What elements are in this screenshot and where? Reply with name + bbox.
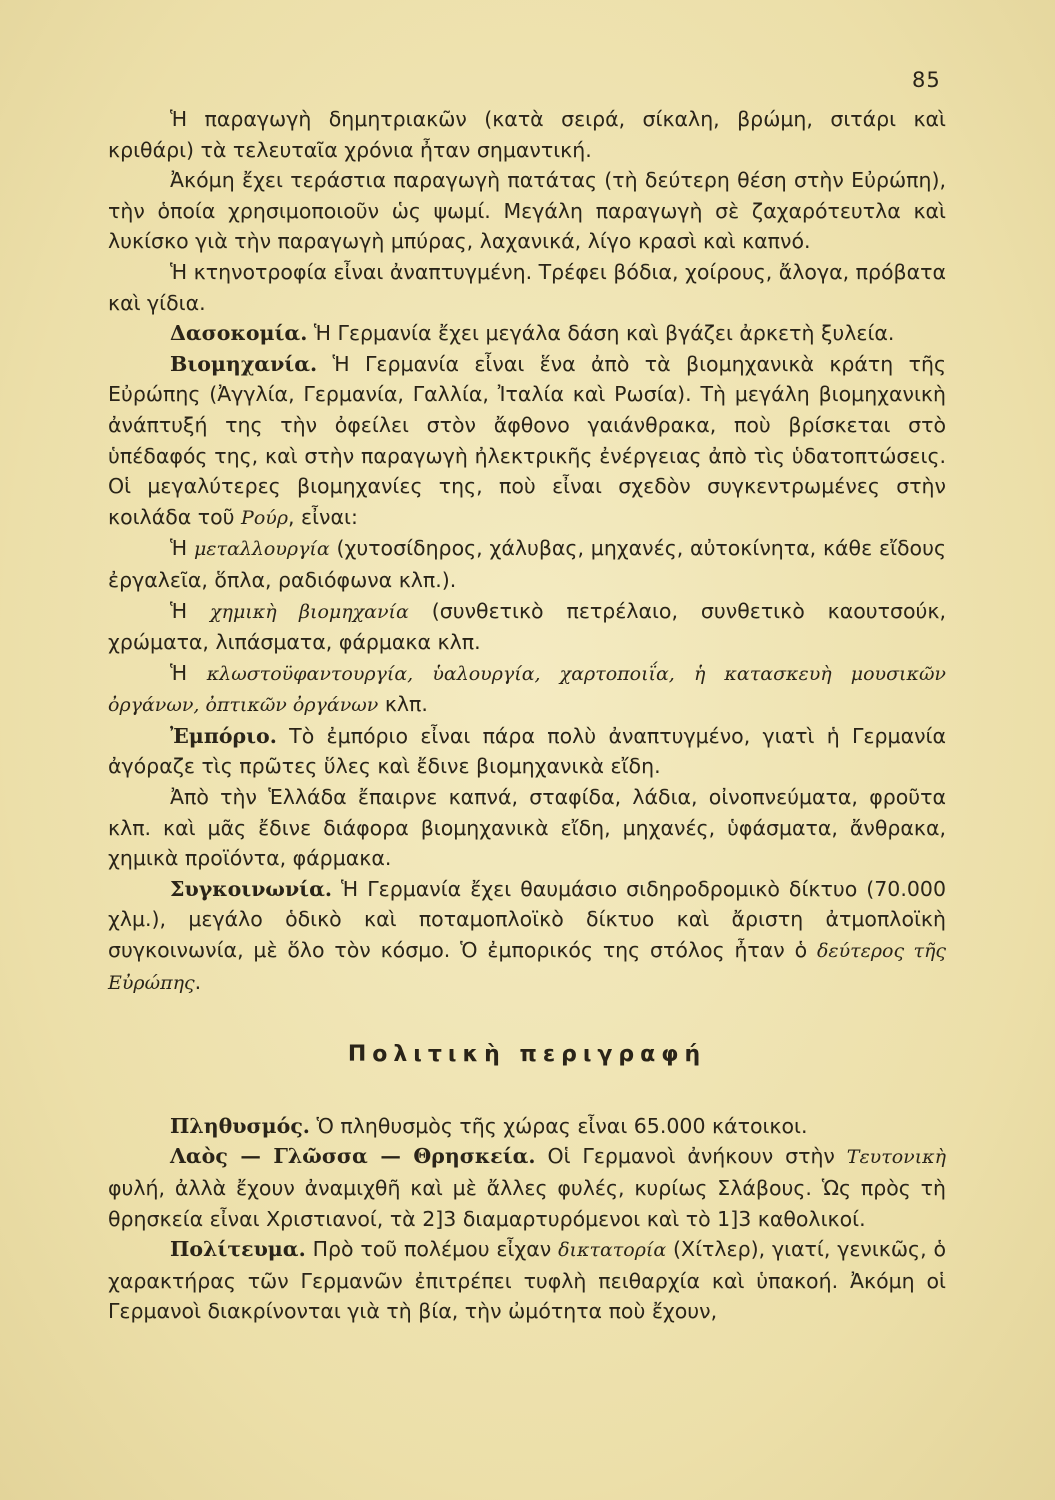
paragraph	[108, 257, 946, 318]
italic-text: δικτατορία	[558, 1239, 667, 1262]
paragraph	[108, 874, 946, 998]
paragraph	[108, 658, 946, 721]
text-run: Ἡ	[170, 536, 194, 561]
italic-text: Ρούρ	[241, 506, 288, 529]
text-run: (χυτοσίδηρος, χάλυβας, μηχανές, αὐτοκίνητα, κάθε εἴδους ἐργαλεῖα, ὅπλα, ραδιόφωνα κλπ.).	[108, 536, 946, 592]
paragraph	[108, 533, 946, 595]
text-run: Ἡ Γερμανία ἔχει θαυμάσιο σιδηροδρομικὸ δίκτυο (70.000 χλμ.), μεγάλο ὁδικὸ καὶ ποταμοπλοϊκὸ δίκτυο καὶ ἄριστη ἀτμοπλοϊκὴ συγκοινωνία, μὲ ὅλο τὸν κόσμο. Ὁ ἐμπορικός της στόλος ἦταν ὁ	[108, 876, 946, 963]
text-run: Τὸ ἐμπόριο εἶναι πάρα πολὺ ἀναπτυγμένο, γιατὶ ἡ Γερμανία ἀγόραζε τὶς πρῶτες ὕλες καὶ ἔδινε βιομηχανικὰ εἴδη.	[108, 723, 946, 779]
italic-text: χημικὴ βιομηχανία	[210, 600, 409, 623]
italic-text: μεταλλουργία	[193, 538, 330, 561]
text-run: Πρὸ τοῦ πολέμου εἶχαν	[305, 1237, 559, 1262]
text-run: Ἀκόμη ἔχει τεράστια παραγωγὴ πατάτας (τὴ δεύτερη θέση στὴν Εὐρώπη), τὴν ὁποία χρησιμοποιοῦν ὡς ψωμί. Μεγάλη παραγωγὴ σὲ ζαχαρότευτλα καὶ λυκίσκο γιὰ τὴν παραγωγὴ μπύρας, λαχανικά, λίγο κρασὶ καὶ καπνό.	[108, 168, 946, 254]
paragraph-lead: Πολίτευμα.	[170, 1237, 306, 1262]
paragraph	[108, 349, 946, 534]
paragraph	[108, 1141, 946, 1234]
paragraph	[108, 596, 946, 658]
political-section	[108, 1111, 946, 1327]
paragraph	[108, 318, 946, 349]
text-run: , εἶναι:	[288, 504, 358, 529]
text-run: Ἡ παραγωγὴ δημητριακῶν (κατὰ σειρά, σίκαλη, βρώμη, σιτάρι καὶ κριθάρι) τὰ τελευταῖα χρόνια ἦταν σημαντική.	[108, 107, 946, 162]
text-run: Ὁ πληθυσμὸς τῆς χώρας εἶναι 65.000 κάτοικοι.	[309, 1113, 808, 1138]
text-run: Ἡ Γερμανία εἶναι ἕνα ἀπὸ τὰ βιομηχανικὰ κράτη τῆς Εὐρώπης (Ἀγγλία, Γερμανία, Γαλλία, Ἰταλία καὶ Ρωσία). Τὴ μεγάλη βιομηχανικὴ ἀνάπτυξή της τὴν ὀφείλει στὸν ἄφθονο γαιάνθρακα, ποὺ βρίσκεται στὸ ὑπέδαφός της, καὶ στὴν παραγωγὴ ἠλεκτρικῆς ἐνέργειας ἀπὸ τὶς ὑδατοπτώσεις. Οἱ μεγαλύτερες βιομηχανίες της, ποὺ εἶναι σχεδὸν συγκεντρωμένες στὴν κοιλάδα τοῦ	[108, 351, 946, 529]
text-run: Ἡ κτηνοτροφία εἶναι ἀναπτυγμένη. Τρέφει βόδια, χοίρους, ἄλογα, πρόβατα καὶ γίδια.	[108, 259, 946, 315]
text-run: (Χίτλερ), γιατί, γενικῶς, ὁ χαρακτήρας τῶν Γερμανῶν ἐπιτρέπει τυφλὴ πειθαρχία καὶ ὑπακοή. Ἀκόμη οἱ Γερμανοὶ διακρίνονται γιὰ τὴ βία, τὴν ὠμότητα ποὺ ἔχουν,	[108, 1237, 946, 1324]
text-run: (συνθετικὸ πετρέλαιο, συνθετικὸ καουτσούκ, χρώματα, λιπάσματα, φάρμακα κλπ.	[108, 598, 946, 655]
section-heading: Πολιτικὴ περιγραφή	[347, 1042, 707, 1068]
paragraph-lead: Δασοκομία.	[170, 321, 308, 346]
paragraph-lead: Βιομηχανία.	[170, 351, 318, 376]
paragraph	[108, 165, 946, 257]
paragraph-lead: Ἐμπόριο.	[170, 723, 277, 748]
text-run: κλπ.	[378, 692, 428, 717]
paragraph-lead: Λαὸς — Γλῶσσα — Θρησκεία.	[170, 1144, 536, 1169]
text-run: φυλή, ἀλλὰ ἔχουν ἀναμιχθῆ καὶ μὲ ἄλλες φυλές, κυρίως Σλάβους. Ὡς πρὸς τὴ θρησκεία εἶναι Χριστιανοί, τὰ 2]3 διαμαρτυρόμενοι καὶ τὸ 1]3 καθολικοί.	[108, 1176, 946, 1231]
body-text	[108, 104, 946, 1327]
italic-text: κλωστοϋφαντουργία, ὑαλουργία, χαρτοποιΐα, ἡ κατασκευὴ μουσικῶν ὀργάνων, ὀπτικῶν ὀργάνων	[108, 662, 946, 717]
paragraph	[108, 782, 946, 874]
paragraph	[108, 104, 946, 165]
page-number: 85	[912, 68, 941, 92]
text-run: Ἀπὸ τὴν Ἑλλάδα ἔπαιρνε καπνά, σταφίδα, λάδια, οἰνοπνεύματα, φροῦτα κλπ. καὶ μᾶς ἔδινε διάφορα βιομηχανικὰ εἴδη, μηχανές, ὑφάσματα, ἄνθρακα, χημικὰ προϊόντα, φάρμακα.	[108, 785, 946, 871]
text-run: Ἡ	[170, 660, 207, 685]
paragraph	[108, 1234, 946, 1327]
paragraph	[108, 721, 946, 782]
text-run: Οἱ Γερμανοὶ ἀνήκουν στὴν	[535, 1144, 847, 1169]
paragraph-lead: Συγκοινωνία.	[170, 876, 333, 901]
text-run: Ἡ Γερμανία ἔχει μεγάλα δάση καὶ βγάζει ἀρκετὴ ξυλεία.	[307, 321, 895, 346]
economy-section	[108, 104, 946, 998]
italic-text: δεύτερος τῆς Εὐρώπης	[108, 940, 947, 994]
italic-text: Τευτονικὴ	[846, 1146, 947, 1169]
text-run: .	[194, 969, 202, 994]
paragraph	[108, 1111, 946, 1142]
paragraph-lead: Πληθυσμός.	[170, 1113, 310, 1138]
text-run: Ἡ	[170, 598, 211, 623]
